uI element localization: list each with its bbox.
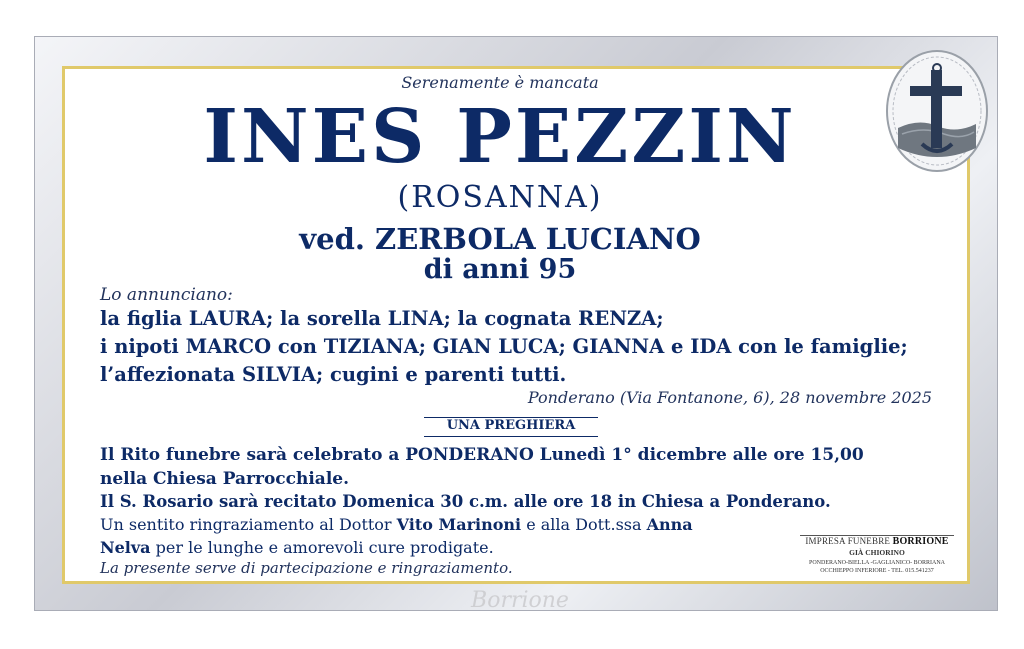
nickname: (ROSANNA) xyxy=(397,180,603,215)
closing-line: La presente serve di partecipazione e ringraziamento. xyxy=(100,559,513,577)
age: di anni 95 xyxy=(423,254,577,285)
prayer-divider-bottom xyxy=(424,436,598,437)
doctor-name: Vito Marinoni xyxy=(396,515,522,534)
doctor-name: Anna xyxy=(646,515,693,534)
deceased-name: INES PEZZIN xyxy=(203,94,797,180)
rite-line: Il Rito funebre sarà celebrato a PONDERANO Lunedì 1° dicembre alle ore 15,00 xyxy=(100,445,864,465)
thanks-line-2 xyxy=(100,538,494,557)
thanks-text: per le lunghe e amorevoli cure prodigate. xyxy=(150,538,494,557)
announcers-label: Lo annunciano: xyxy=(100,285,233,305)
rite-line: nella Chiesa Parrocchiale. xyxy=(100,469,350,489)
thanks-text: e alla Dott.ssa xyxy=(521,515,647,534)
announcer-line: l’affezionata SILVIA; cugini e parenti tutti. xyxy=(100,363,567,386)
funeral-home-contact: OCCHIEPPO INFERIORE - TEL. 015.541237 xyxy=(820,568,934,574)
place-date: Ponderano (Via Fontanone, 6), 28 novembre 2025 xyxy=(527,388,932,407)
announcer-line: la figlia LAURA; la sorella LINA; la cognata RENZA; xyxy=(100,307,664,330)
watermark-logo: Borrione xyxy=(471,588,569,613)
widow-of: ved. ZERBOLA LUCIANO xyxy=(299,222,701,256)
intro-text: Serenamente è mancata xyxy=(401,73,599,92)
funeral-home-block xyxy=(798,536,956,575)
thanks-text: Un sentito ringraziamento al Dottor xyxy=(100,515,397,534)
funeral-home-name: BORRIONE xyxy=(892,536,949,547)
prayer-heading: UNA PREGHIERA xyxy=(446,418,576,433)
announcer-line: i nipoti MARCO con TIZIANA; GIAN LUCA; GIANNA e IDA con le famiglie; xyxy=(100,335,908,358)
funeral-home-subtitle: GIÀ CHIORINO xyxy=(849,548,905,557)
rosary-line: Il S. Rosario sarà recitato Domenica 30 c.m. alle ore 18 in Chiesa a Ponderano. xyxy=(100,492,831,511)
funeral-home-locations: PONDERANO-BIELLA -GAGLIANICO- BORRIANA xyxy=(809,560,945,566)
funeral-home-prefix: IMPRESA FUNEBRE xyxy=(805,536,893,546)
thanks-line-1 xyxy=(100,515,693,534)
doctor-name: Nelva xyxy=(100,538,151,557)
